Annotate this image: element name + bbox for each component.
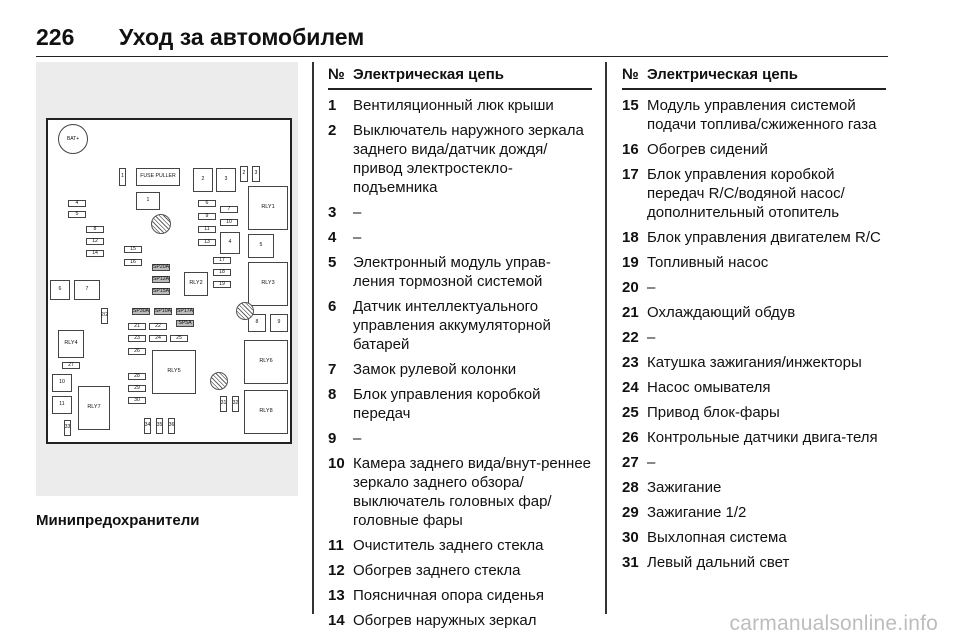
row-circuit: Вентиляционный люк крыши — [353, 97, 554, 114]
row-circuit: Левый дальний свет — [647, 554, 790, 571]
fuse-sp10a: SP10A — [154, 307, 172, 314]
fuse-19: 19 — [213, 281, 231, 288]
table-header-number: № — [328, 66, 345, 83]
row-circuit: Катушка зажигания/инжекторы — [647, 354, 862, 371]
relay-4: RLY4 — [58, 330, 84, 358]
fuse-sp5a: SP5A — [176, 320, 194, 327]
row-circuit: – — [647, 279, 656, 296]
fuse-3-small: 3 — [252, 166, 260, 182]
fuse-4: 4 — [68, 200, 86, 207]
table-row — [328, 297, 592, 354]
fuse-6: 6 — [198, 200, 216, 207]
table-header-number: № — [622, 66, 639, 83]
row-number: 8 — [328, 386, 337, 403]
fuse-3: 3 — [216, 168, 236, 192]
row-number: 18 — [622, 229, 639, 246]
fuse-36: 36 — [168, 418, 175, 434]
table-row — [622, 228, 886, 247]
row-number: 11 — [328, 537, 344, 554]
row-number: 12 — [328, 562, 345, 579]
row-number: 14 — [328, 612, 345, 629]
fuse-2-small: 2 — [240, 166, 248, 182]
fuse-23: 23 — [128, 335, 146, 342]
row-number: 20 — [622, 279, 639, 296]
row-number: 5 — [328, 254, 337, 271]
table-row — [622, 453, 886, 472]
table-row — [328, 611, 592, 630]
fuse-15: 15 — [124, 246, 142, 253]
row-circuit: Обогрев наружных зеркал — [353, 612, 537, 629]
table-row — [622, 503, 886, 522]
fuse-13: 13 — [198, 239, 216, 246]
column-divider — [312, 62, 314, 614]
table-row — [622, 140, 886, 159]
row-circuit: Зажигание — [647, 479, 722, 496]
fuse-sp12a: SP12A — [152, 275, 170, 282]
fuse-sp20a: SP20A — [152, 263, 170, 270]
fuse-30: 30 — [128, 397, 146, 404]
fuse-10-block: 10 — [52, 374, 72, 392]
row-number: 23 — [622, 354, 639, 371]
fuse-box-diagram — [36, 62, 298, 496]
table-row — [622, 353, 886, 372]
fuse-34: 34 — [144, 418, 151, 434]
table-rows — [328, 96, 592, 630]
row-number: 25 — [622, 404, 639, 421]
row-circuit: Топливный насос — [647, 254, 769, 271]
table-row — [622, 278, 886, 297]
table-row — [622, 478, 886, 497]
row-number: 7 — [328, 361, 337, 378]
diagram-caption: Минипредохранители — [36, 512, 200, 529]
row-number: 22 — [622, 329, 639, 346]
table-header-circuit: Электрическая цепь — [353, 66, 505, 83]
circuit-table-column-1 — [328, 64, 592, 630]
relay-2: RLY2 — [184, 272, 208, 296]
table-row — [622, 328, 886, 347]
row-circuit: Контрольные датчики двига-теля — [647, 429, 878, 446]
row-circuit: – — [647, 329, 656, 346]
relay-3: RLY3 — [248, 262, 288, 306]
fuse-11-block: 11 — [52, 396, 72, 414]
table-row — [328, 454, 592, 530]
fuse-7: 7 — [220, 206, 238, 213]
row-number: 3 — [328, 204, 337, 221]
fuse-35: 35 — [156, 418, 163, 434]
table-row — [328, 429, 592, 448]
fuse-box-outline — [46, 118, 292, 444]
row-number: 4 — [328, 229, 337, 246]
watermark: carmanualsonline.info — [729, 612, 938, 635]
row-circuit: Датчик интеллектуального управления аккумуляторной батарей — [353, 298, 551, 353]
fuse-28: 28 — [128, 373, 146, 380]
row-number: 13 — [328, 587, 345, 604]
fuse-27: 27 — [62, 362, 80, 369]
battery-terminal: BAT+ — [58, 124, 88, 154]
fuse-16: 16 — [124, 259, 142, 266]
relay-8: RLY8 — [244, 390, 288, 434]
row-circuit: Блок управления коробкой передач — [353, 386, 541, 422]
fuse-sp15a: SP15A — [152, 287, 170, 294]
table-row — [328, 253, 592, 291]
table-row — [328, 96, 592, 115]
table-row — [622, 378, 886, 397]
fuse-sp17a: SP17A — [176, 307, 194, 314]
fuse-2: 2 — [193, 168, 213, 192]
fuse-24: 24 — [149, 335, 167, 342]
row-circuit: Обогрев сидений — [647, 141, 768, 158]
relay-7: RLY7 — [78, 386, 110, 430]
fuse-25: 25 — [170, 335, 188, 342]
fuse-5-block: 5 — [248, 234, 274, 258]
row-number: 10 — [328, 455, 345, 472]
fuse-1: 1 — [136, 192, 160, 210]
table-row — [328, 561, 592, 580]
row-circuit: Обогрев заднего стекла — [353, 562, 521, 579]
row-number: 17 — [622, 166, 639, 183]
table-row — [622, 428, 886, 447]
row-circuit: Привод блок-фары — [647, 404, 780, 421]
row-circuit: – — [353, 204, 362, 221]
fuse-29: 29 — [128, 385, 146, 392]
table-row — [622, 303, 886, 322]
row-number: 31 — [622, 554, 639, 571]
table-rows — [622, 96, 886, 572]
row-circuit: Поясничная опора сиденья — [353, 587, 544, 604]
row-circuit: Охлаждающий обдув — [647, 304, 796, 321]
row-number: 1 — [328, 97, 337, 114]
row-number: 15 — [622, 97, 639, 114]
relay-5: RLY5 — [152, 350, 196, 394]
page-number: 226 — [36, 24, 75, 50]
fuse-8-block: 8 — [248, 314, 266, 332]
row-number: 16 — [622, 141, 639, 158]
mount-point — [151, 214, 171, 234]
table-row — [622, 553, 886, 572]
fuse-33: 33 — [64, 420, 71, 436]
row-circuit: Камера заднего вида/внут-реннее зеркало заднего обзора/выключатель головных фар/головные фары — [353, 455, 592, 529]
row-number: 6 — [328, 298, 337, 315]
table-row — [622, 165, 886, 222]
relay-1: RLY1 — [248, 186, 288, 230]
table-row — [622, 403, 886, 422]
row-circuit: Блок управления коробкой передач R/C/водяной насос/ дополнительный отопитель — [647, 166, 845, 221]
fuse-7-block: 7 — [74, 280, 100, 300]
row-circuit: Замок рулевой колонки — [353, 361, 517, 378]
row-number: 24 — [622, 379, 639, 396]
relay-6: RLY6 — [244, 340, 288, 384]
row-circuit: – — [353, 229, 362, 246]
table-row — [328, 121, 592, 197]
circuit-table-column-2 — [622, 64, 886, 572]
page-header — [36, 20, 888, 57]
fuse-12: 12 — [86, 238, 104, 245]
row-number: 21 — [622, 304, 639, 321]
fuse-31: 31 — [220, 396, 227, 412]
row-circuit: – — [353, 430, 362, 447]
fuse-26: 26 — [128, 348, 146, 355]
fuse-10: 10 — [220, 219, 238, 226]
row-number: 27 — [622, 454, 639, 471]
fuse-2-2: 2/2 — [101, 308, 108, 324]
row-circuit: Зажигание 1/2 — [647, 504, 747, 521]
mount-point — [210, 372, 228, 390]
table-row — [622, 253, 886, 272]
page-title: Уход за автомобилем — [119, 24, 365, 50]
table-row — [622, 528, 886, 547]
fuse-6-block: 6 — [50, 280, 70, 300]
row-circuit: – — [647, 454, 656, 471]
table-row — [328, 586, 592, 605]
table-row — [328, 536, 592, 555]
row-number: 19 — [622, 254, 639, 271]
row-circuit: Выключатель наружного зеркала заднего вида/датчик дождя/привод электростекло-подъемника — [353, 122, 584, 196]
fuse-32: 32 — [232, 396, 239, 412]
fuse-9-block: 9 — [270, 314, 288, 332]
row-number: 9 — [328, 430, 337, 447]
table-header-circuit: Электрическая цепь — [647, 66, 799, 83]
fuse-4-block: 4 — [220, 232, 240, 254]
fuse-1-small: 1 — [119, 168, 126, 186]
fuse-14: 14 — [86, 250, 104, 257]
mount-point — [236, 302, 254, 320]
fuse-8: 8 — [86, 226, 104, 233]
fuse-22: 22 — [149, 323, 167, 330]
row-circuit: Модуль управления системой подачи топлива/сжиженного газа — [647, 97, 877, 133]
row-number: 26 — [622, 429, 639, 446]
table-row — [328, 228, 592, 247]
column-divider — [605, 62, 607, 614]
fuse-18: 18 — [213, 269, 231, 276]
fuse-9: 9 — [198, 213, 216, 220]
fuse-11: 11 — [198, 226, 216, 233]
fuse-sp30a: SP30A — [132, 307, 150, 314]
table-row — [328, 360, 592, 379]
fuse-17: 17 — [213, 257, 231, 264]
table-header — [622, 64, 886, 90]
row-number: 30 — [622, 529, 639, 546]
row-circuit: Выхлопная система — [647, 529, 787, 546]
fuse-21: 21 — [128, 323, 146, 330]
row-number: 29 — [622, 504, 639, 521]
table-row — [622, 96, 886, 134]
row-number: 28 — [622, 479, 639, 496]
table-row — [328, 385, 592, 423]
row-circuit: Электронный модуль управ-ления тормозной системой — [353, 254, 551, 290]
row-circuit: Насос омывателя — [647, 379, 771, 396]
row-circuit: Очиститель заднего стекла — [353, 537, 544, 554]
row-number: 2 — [328, 122, 337, 139]
table-header — [328, 64, 592, 90]
table-row — [328, 203, 592, 222]
row-circuit: Блок управления двигателем R/C — [647, 229, 881, 246]
fuse-5: 5 — [68, 211, 86, 218]
fuse-puller: FUSE PULLER — [136, 168, 180, 186]
